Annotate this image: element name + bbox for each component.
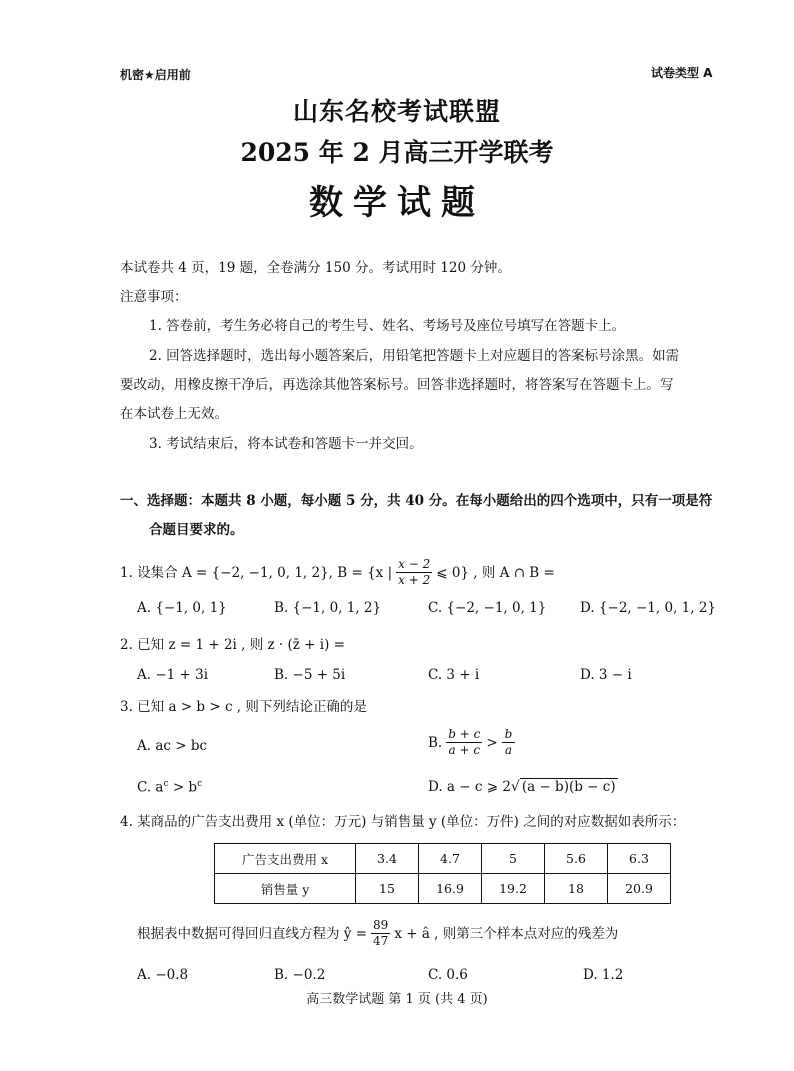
- fraction-numerator: 89: [373, 918, 389, 932]
- question-1-option-a: A. {−1, 0, 1}: [137, 600, 227, 616]
- subject-title: 数学试题: [309, 183, 485, 223]
- question-2-option-c: C. 3 + i: [428, 667, 480, 683]
- table-header-cell: 销售量 y: [215, 874, 356, 904]
- table-cell: 4.7: [419, 844, 482, 874]
- table-cell: 5.6: [545, 844, 608, 874]
- exponent: c: [163, 779, 169, 789]
- regression-suffix: x + â , 则第三个样本点对应的残差为: [394, 925, 619, 942]
- fraction-numerator: b + c: [448, 727, 481, 741]
- regression-fraction: [371, 918, 390, 949]
- question-3-option-a: A. ac > bc: [137, 738, 208, 754]
- question-1-fraction-numerator: x − 2: [398, 557, 431, 571]
- question-2-option-a: A. −1 + 3i: [137, 667, 209, 683]
- question-4-stem: 4. 某商品的广告支出费用 x (单位：万元) 与销售量 y (单位：万件) 之间的对应数据如表所示：: [120, 814, 686, 830]
- question-1-fraction-denominator: x + 2: [398, 573, 431, 587]
- question-4-option-b: B. −0.2: [274, 967, 326, 983]
- question-2-option-b: B. −5 + 5i: [274, 667, 346, 683]
- page-footer: 高三数学试题 第 1 页 (共 4 页): [306, 992, 488, 1007]
- option-c-base-a: C. a: [137, 779, 164, 796]
- question-1-suffix: ⩽ 0} , 则 A ∩ B =: [436, 564, 555, 581]
- question-4-regression-line: [137, 918, 618, 949]
- fraction-denominator: a + c: [448, 743, 481, 757]
- fraction-denominator: a: [504, 743, 513, 757]
- sqrt-radicand: (a − b)(b − c): [521, 779, 616, 795]
- table-cell: 20.9: [608, 874, 671, 904]
- notes-heading: 注意事项：: [120, 289, 188, 305]
- question-1-prefix: 1. 设集合 A = {−2, −1, 0, 1, 2}, B = {x |: [120, 564, 393, 581]
- exam-date-title: 2025 年 2 月高三开学联考: [240, 138, 554, 167]
- table-cell: 15: [356, 874, 419, 904]
- question-1-fraction: [396, 557, 432, 588]
- question-3-option-b-fraction-1: [446, 727, 482, 758]
- note-item-3: 3. 考试结束后，将本试卷和答题卡一并交回。: [149, 436, 423, 452]
- fraction-numerator: b: [502, 727, 516, 743]
- section-1-heading-line-1: 一、选择题：本题共 8 小题，每小题 5 分，共 40 分。在每小题给出的四个选项中，只有一项是符: [120, 493, 713, 509]
- exam-organizer-title: 山东名校考试联盟: [292, 97, 501, 126]
- question-4-data-table: [214, 843, 671, 904]
- regression-prefix: 根据表中数据可得回归直线方程为 ŷ =: [137, 925, 368, 942]
- confidential-label: 机密★启用前: [120, 68, 191, 82]
- sqrt-sign: √: [510, 779, 520, 795]
- question-3-option-b: [428, 727, 515, 758]
- question-1-option-c: C. {−2, −1, 0, 1}: [428, 600, 547, 616]
- question-2-stem: 2. 已知 z = 1 + 2i , 则 z · (z̄ + i) =: [120, 637, 345, 653]
- exponent: c: [197, 779, 203, 789]
- table-header-cell: 广告支出费用 x: [215, 844, 356, 874]
- table-cell: 3.4: [356, 844, 419, 874]
- question-1-stem: [120, 557, 555, 588]
- note-item-2-line-3: 在本试卷上无效。: [120, 406, 228, 422]
- section-1-heading-line-2: 合题目要求的。: [149, 522, 244, 538]
- question-3-stem: 3. 已知 a > b > c , 则下列结论正确的是: [120, 699, 367, 715]
- note-item-2-line-1: 2. 回答选择题时，选出每小题答案后，用铅笔把答题卡上对应题目的答案标号涂黑。如需: [149, 348, 680, 364]
- question-1-option-b: B. {−1, 0, 1, 2}: [274, 600, 382, 616]
- table-cell: 18: [545, 874, 608, 904]
- question-2-option-d: D. 3 − i: [580, 667, 632, 683]
- intro-text: 本试卷共 4 页，19 题，全卷满分 150 分。考试用时 120 分钟。: [120, 260, 511, 276]
- table-cell: 6.3: [608, 844, 671, 874]
- note-item-1: 1. 答卷前，考生务必将自己的考生号、姓名、考场号及座位号填写在答题卡上。: [149, 318, 626, 334]
- table-cell: 5: [482, 844, 545, 874]
- option-c-base-b: > b: [168, 779, 198, 796]
- question-4-option-d: D. 1.2: [583, 967, 624, 983]
- table-row: [215, 874, 671, 904]
- question-4-option-c: C. 0.6: [428, 967, 468, 983]
- question-3-option-d: [428, 779, 618, 795]
- question-3-option-c: [137, 779, 202, 796]
- paper-type-label: 试卷类型 A: [651, 66, 713, 80]
- fraction-denominator: 47: [373, 934, 389, 948]
- table-cell: 16.9: [419, 874, 482, 904]
- question-4-option-a: A. −0.8: [137, 967, 189, 983]
- note-item-2-line-2: 要改动，用橡皮擦干净后，再选涂其他答案标号。回答非选择题时，将答案写在答题卡上。写: [120, 377, 674, 393]
- greater-than-sign: >: [486, 734, 498, 751]
- option-d-lhs: D. a − c ⩾ 2: [428, 779, 511, 795]
- question-3-option-b-label: B.: [428, 734, 443, 751]
- question-3-option-b-fraction-2: [502, 727, 516, 758]
- question-1-option-d: D. {−2, −1, 0, 1, 2}: [580, 600, 717, 616]
- table-cell: 19.2: [482, 874, 545, 904]
- table-row: [215, 844, 671, 874]
